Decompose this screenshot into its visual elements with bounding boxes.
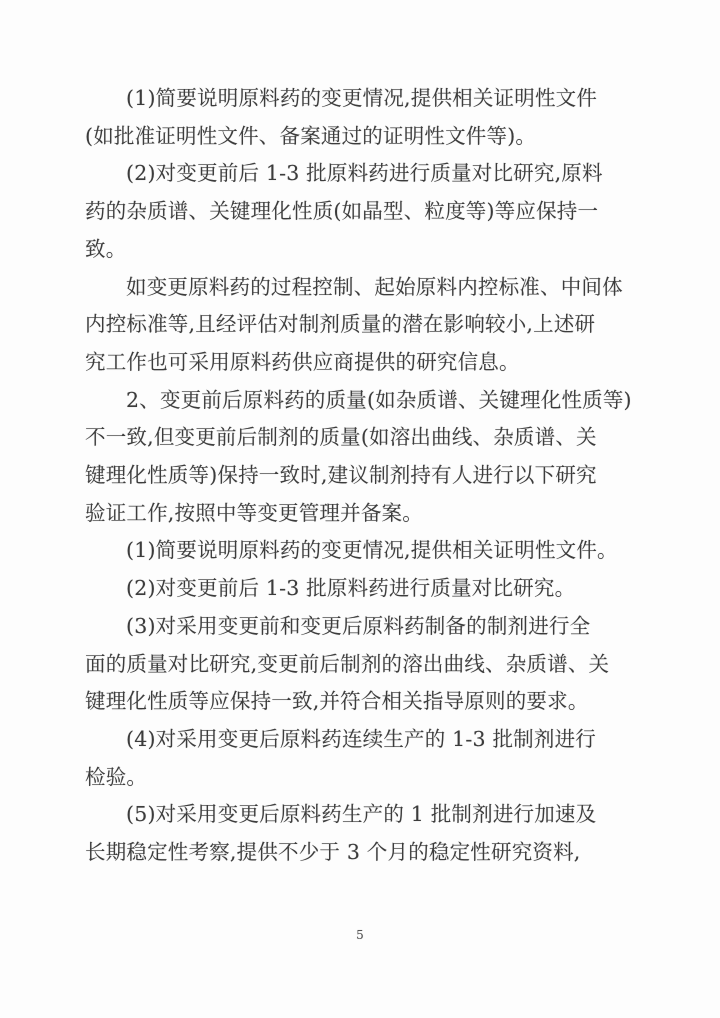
text-line: 药的杂质谱、关键理化性质(如晶型、粒度等)等应保持一 [85,199,599,224]
text-line: 不一致,但变更前后制剂的质量(如溶出曲线、杂质谱、关 [85,425,597,450]
text-line: (5)对采用变更后原料药生产的 1 批制剂进行加速及 [126,802,597,827]
text-line: (3)对采用变更前和变更后原料药制备的制剂进行全 [126,613,591,638]
text-line: 如变更原料药的过程控制、起始原料内控标准、中间体 [126,274,623,299]
text-line: (2)对变更前后 1-3 批原料药进行质量对比研究,原料 [126,161,603,186]
text-line: (如批准证明性文件、备案通过的证明性文件等)。 [85,123,537,148]
text-line: 致。 [85,236,127,261]
text-line: 键理化性质等应保持一致,并符合相关指导原则的要求。 [85,689,589,714]
text-line: (2)对变更前后 1-3 批原料药进行质量对比研究。 [126,576,576,601]
page-number: 5 [356,928,364,942]
text-line: 长期稳定性考察,提供不少于 3 个月的稳定性研究资料, [85,840,581,865]
document-body-text [85,80,637,872]
text-line: 键理化性质等)保持一致时,建议制剂持有人进行以下研究 [85,463,597,488]
text-line: 究工作也可采用原料药供应商提供的研究信息。 [85,349,520,374]
text-line: (4)对采用变更后原料药连续生产的 1-3 批制剂进行 [126,726,596,751]
text-line: 内控标准等,且经评估对制剂质量的潜在影响较小,上述研 [85,312,596,337]
text-line: (1)简要说明原料药的变更情况,提供相关证明性文件 [126,86,598,110]
text-line: 面的质量对比研究,变更前后制剂的溶出曲线、杂质谱、关 [85,651,610,676]
text-line: 2、变更前后原料药的质量(如杂质谱、关键理化性质等) [126,387,632,412]
text-line: 验证工作,按照中等变更管理并备案。 [85,500,423,525]
page-footer [0,924,720,943]
text-line: (1)简要说明原料药的变更情况,提供相关证明性文件。 [126,538,618,563]
text-line: 检验。 [85,764,148,789]
